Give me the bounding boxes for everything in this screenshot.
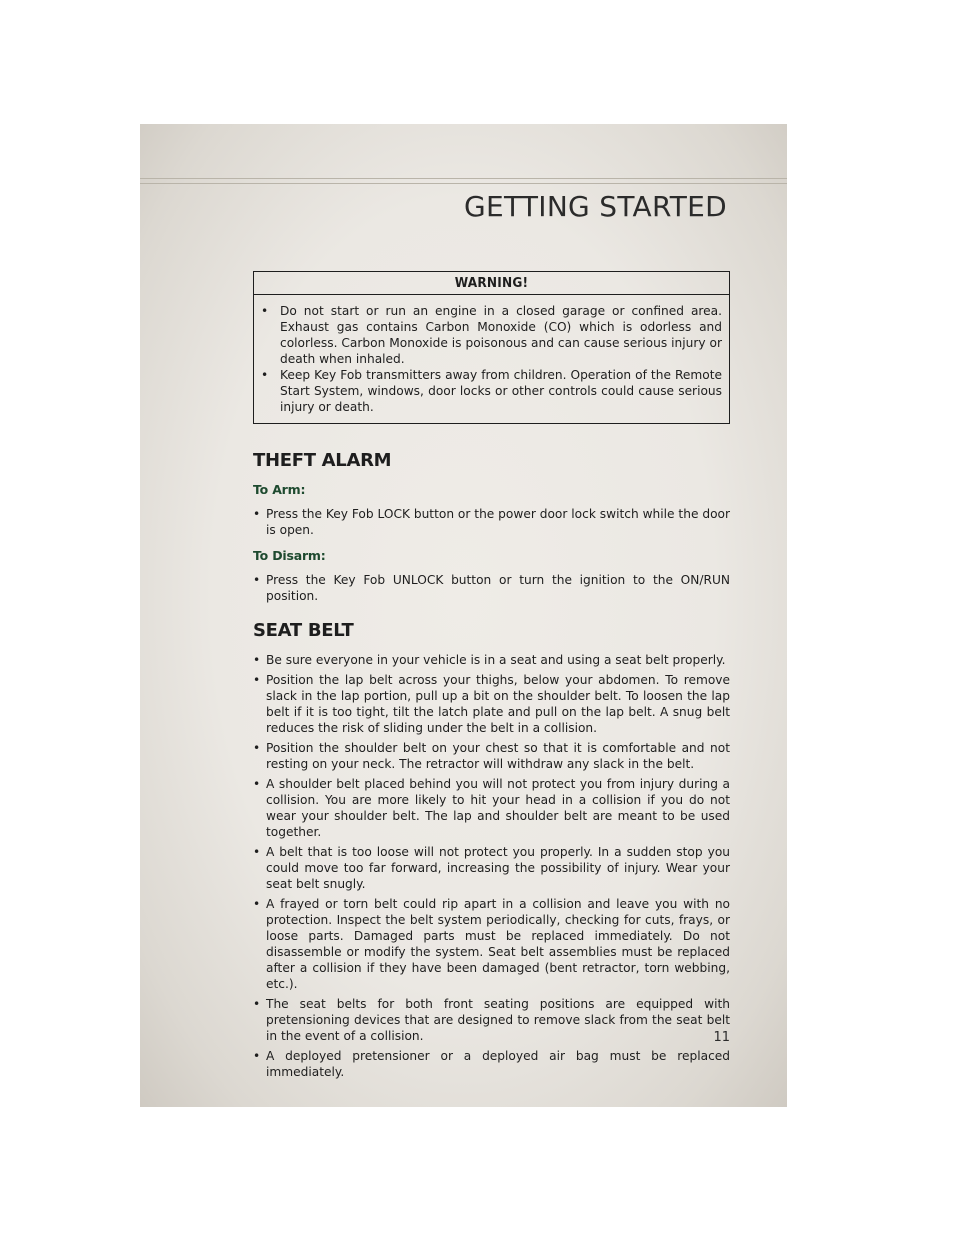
section-title: GETTING STARTED [463,190,727,223]
list-item: • The seat belts for both front seating positions are equipped with pretensioning devices that are designed to remove slack from the seat belt in the event of a collision. [253,996,730,1044]
header-rule-top [140,178,787,179]
list-item: • Position the lap belt across your thighs, below your abdomen. To remove slack in the lap portion, pull up a bit on the shoulder belt. To loosen the lap belt if it is too tight, tilt the latch plate and pull on the lap belt. A snug belt reduces the risk of sliding under the belt in a collision. [253,672,730,736]
warning-list [254,295,729,423]
header-rule-bottom [140,183,787,184]
theft-alarm-heading: THEFT ALARM [253,450,392,471]
list-item: • A deployed pretensioner or a deployed air bag must be replaced immediately. [253,1048,730,1080]
seat-belt-heading: SEAT BELT [253,620,354,641]
to-disarm-heading: To Disarm: [253,548,326,563]
warning-title: WARNING! [254,272,729,295]
manual-page [140,124,787,1107]
list-item: • A frayed or torn belt could rip apart in a collision and leave you with no protection. Inspect the belt system periodically, checking for cuts, frays, or loose parts. Damaged parts must be replaced immediately. Do not disassemble or modify the system. Seat belt assemblies must be replaced after a collision if they have been damaged (bent retractor, torn webbing, etc.). [253,896,730,992]
list-item: • Press the Key Fob LOCK button or the power door lock switch while the door is open. [253,506,730,538]
disarm-list [253,572,730,604]
list-item: • Press the Key Fob UNLOCK button or turn the ignition to the ON/RUN position. [253,572,730,604]
page-number: 11 [713,1030,730,1045]
list-item: • Be sure everyone in your vehicle is in a seat and using a seat belt properly. [253,652,730,668]
seat-belt-list [253,652,730,1080]
list-item: • A belt that is too loose will not protect you properly. In a sudden stop you could move too far forward, increasing the possibility of injury. Wear your seat belt snugly. [253,844,730,892]
warning-item: • Do not start or run an engine in a closed garage or confined area. Exhaust gas contains Carbon Monoxide (CO) which is odorless and colorless. Carbon Monoxide is poisonous and can cause serious injury or death when inhaled. [261,303,722,367]
list-item: • Position the shoulder belt on your chest so that it is comfortable and not resting on your neck. The retractor will withdraw any slack in the belt. [253,740,730,772]
list-item: • A shoulder belt placed behind you will not protect you from injury during a collision. You are more likely to hit your head in a collision if you do not wear your shoulder belt. The lap and shoulder belt are meant to be used together. [253,776,730,840]
page-content [253,271,730,1084]
to-arm-heading: To Arm: [253,482,306,497]
warning-box [253,271,730,424]
warning-item: • Keep Key Fob transmitters away from children. Operation of the Remote Start System, windows, door locks or other controls could cause serious injury or death. [261,367,722,415]
arm-list [253,506,730,538]
